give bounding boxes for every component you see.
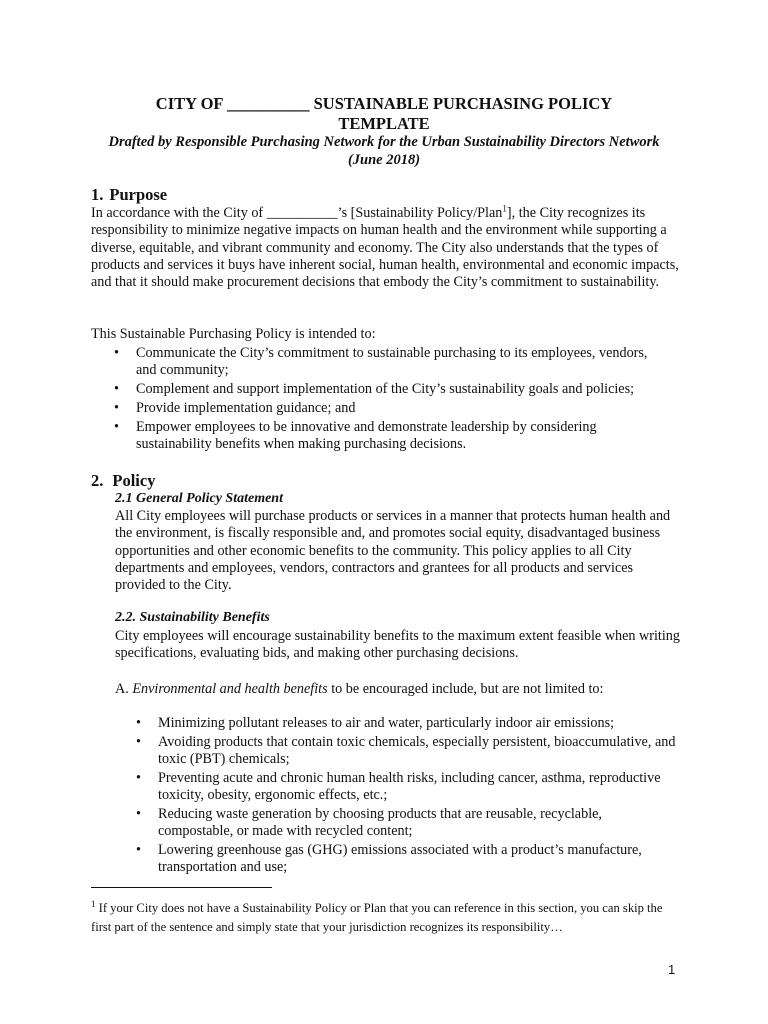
benefits-bullet-list (133, 715, 678, 878)
title-line-1: CITY OF __________ SUSTAINABLE PURCHASING POLICY (155, 94, 613, 113)
section-2-number: 2. (91, 471, 104, 490)
subsection-2-2-heading: 2.2. Sustainability Benefits (115, 610, 270, 625)
section-1-number: 1. (91, 185, 104, 204)
bullet-icon: • (136, 769, 141, 786)
purpose-intro: This Sustainable Purchasing Policy is intended to: (91, 326, 376, 342)
bullet-icon: • (136, 733, 141, 750)
part-a-label: A. (115, 681, 129, 697)
footnote-separator (91, 887, 272, 888)
page-number: 1 (668, 962, 676, 977)
purpose-bullet-list (111, 345, 651, 455)
document-title (90, 94, 678, 134)
list-item: • Preventing acute and chronic human health risks, including cancer, asthma, reproductive toxicity, obesity, ergonomic effects, etc.; (136, 769, 661, 804)
subsection-2-1-heading: 2.1 General Policy Statement (115, 491, 283, 506)
part-a-intro: A. Environmental and health benefits to be encouraged include, but are not limited to: (115, 681, 604, 697)
purpose-paragraph: In accordance with the City of __________’s [Sustainability Policy/Plan$^1$], the City recognizes its responsibility to minimize negative impacts on human health and the environment while supporting a diverse, equitable, and vibrant community and economy. The City also understands that the types of products and services it buys have inherent social, human health, environmental and economic impacts, and that it should make procurement decisions that embody the City’s commitment to sustainability. (91, 203, 679, 291)
bullet-icon: • (114, 399, 119, 416)
list-item: • Avoiding products that contain toxic chemicals, especially persistent, bioaccumulative, and toxic (PBT) chemicals; (136, 733, 676, 768)
list-item: • Reducing waste generation by choosing products that are reusable, recyclable, compostable, or made with recycled content; (136, 805, 602, 840)
subtitle-line-1: Drafted by Responsible Purchasing Network for the Urban Sustainability Directors Network (108, 134, 660, 150)
sustainability-benefits-paragraph: City employees will encourage sustainability benefits to the maximum extent feasible when writing specifications, evaluating bids, and making other purchasing decisions. (115, 628, 680, 662)
bullet-icon: • (136, 842, 141, 859)
section-1-heading (91, 185, 167, 205)
section-2-title: Policy (112, 471, 156, 490)
footnote (91, 899, 685, 936)
title-line-2: TEMPLATE (338, 114, 430, 133)
bullet-icon: • (114, 381, 119, 398)
list-item: • Complement and support implementation of the City’s sustainability goals and policies; (114, 381, 635, 398)
subtitle-line-2: (June 2018) (347, 152, 421, 168)
footnote-reference[interactable]: 1 (502, 203, 507, 214)
bullet-icon: • (136, 805, 141, 822)
list-item: • Communicate the City’s commitment to sustainable purchasing to its employees, vendors, and community; (114, 345, 648, 379)
footnote-text: If your City does not have a Sustainability Policy or Plan that you can reference in this section, you can skip the first part of the sentence and simply state that your jurisdiction recognizes its responsibility… (91, 901, 663, 934)
section-1-title: Purpose (109, 185, 168, 204)
bullet-icon: • (114, 345, 119, 361)
list-item: • Minimizing pollutant releases to air and water, particularly indoor air emissions; (136, 715, 615, 731)
list-item: • Lowering greenhouse gas (GHG) emissions associated with a product’s manufacture, transportation and use; (136, 842, 642, 876)
footnote-marker: 1 (91, 898, 96, 909)
list-item: • Provide implementation guidance; and (114, 399, 356, 416)
document-subtitle (90, 133, 678, 169)
list-item: • Empower employees to be innovative and demonstrate leadership by considering sustainability benefits when making purchasing decisions. (114, 418, 597, 452)
part-a-italic: Environmental and health benefits (132, 681, 328, 697)
section-2-heading (91, 471, 155, 491)
bullet-icon: • (136, 715, 141, 731)
general-policy-paragraph: All City employees will purchase products or services in a manner that protects human health and the environment, is fiscally responsible and, and promotes social equity, disadvantaged business opportunities and other economic benefits to the community. This policy applies to all City departments and employees, vendors, contractors and grantees for all products and services provided to the City. (115, 508, 671, 594)
bullet-icon: • (114, 418, 119, 435)
